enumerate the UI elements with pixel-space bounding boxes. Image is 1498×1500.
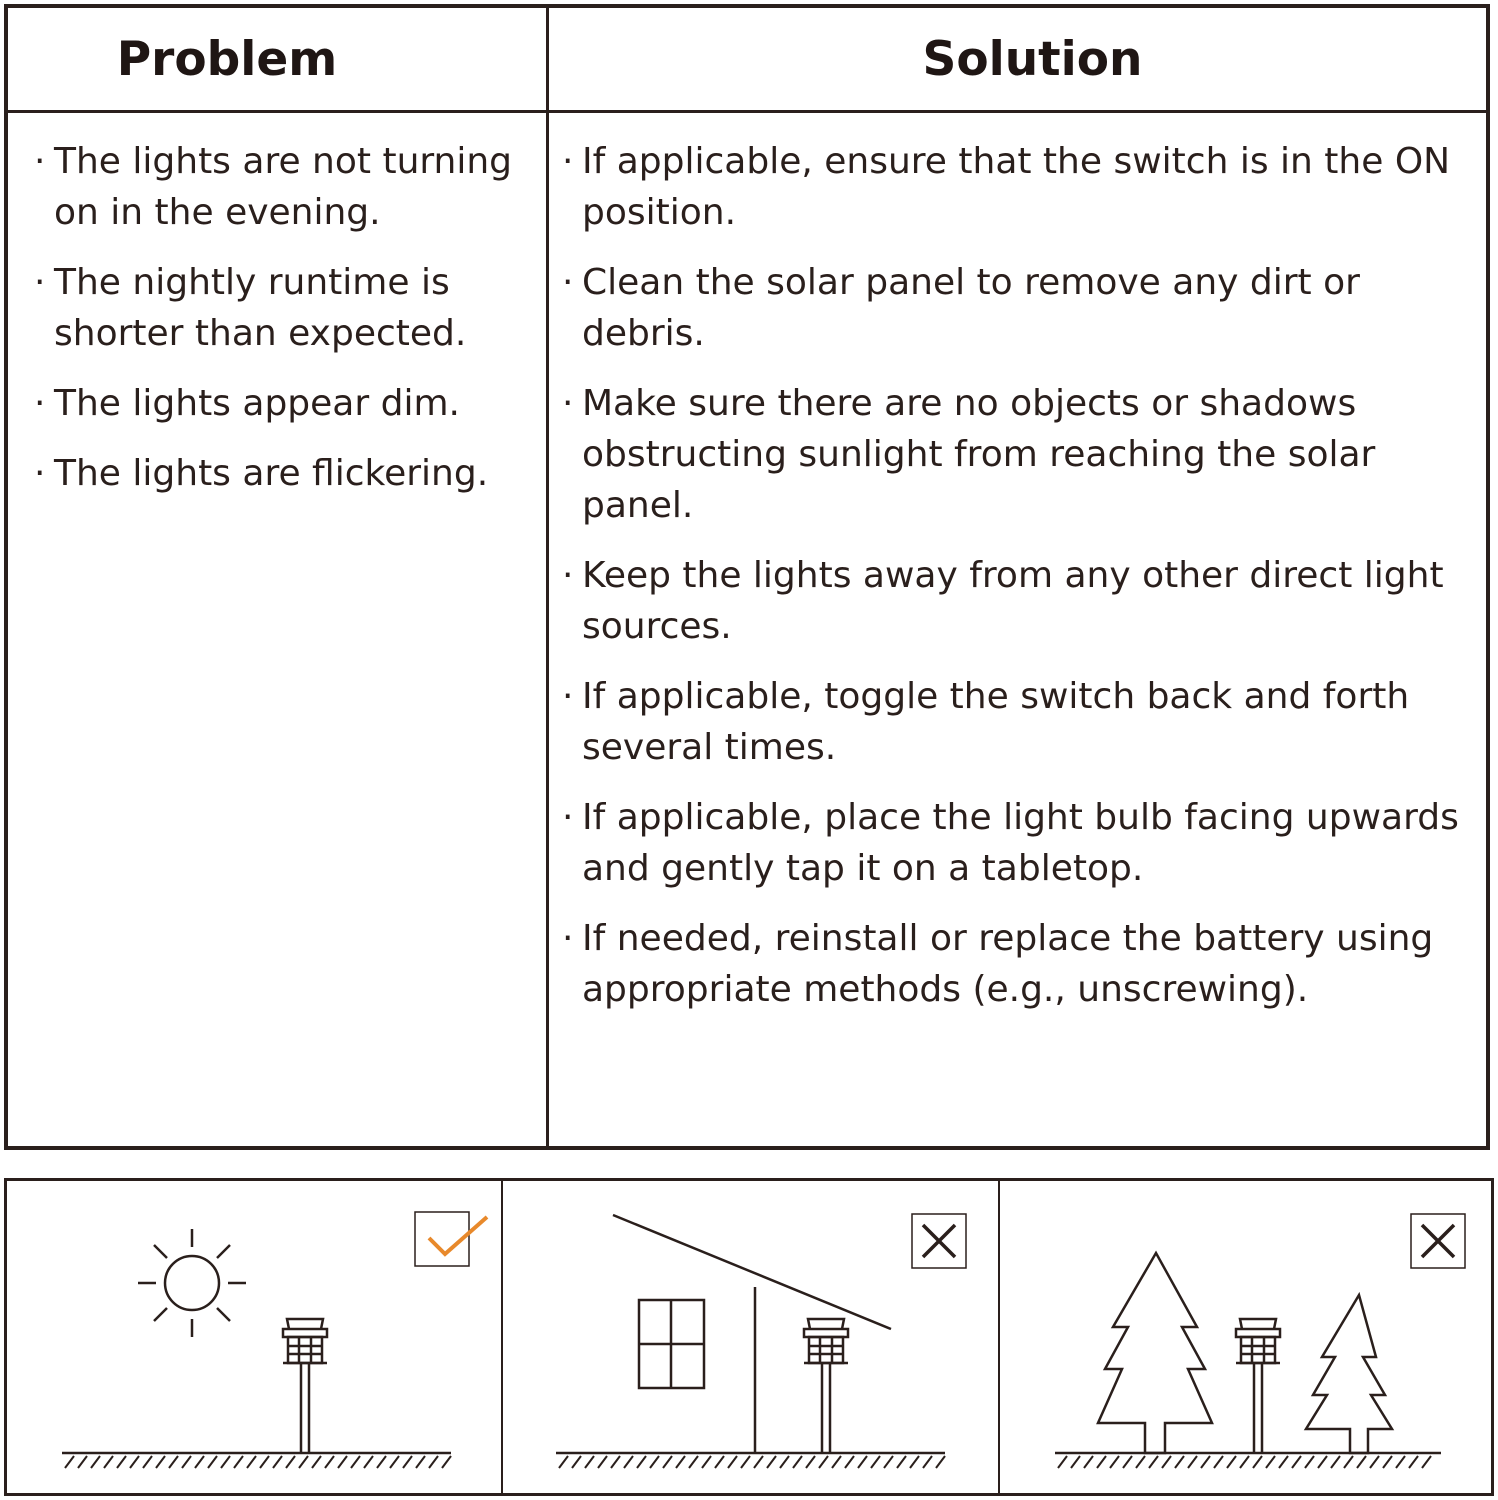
- solar-light-icon: [804, 1319, 848, 1453]
- solution-list: [564, 136, 1484, 1034]
- sun-icon: [138, 1229, 246, 1337]
- panel-sunlight: [7, 1181, 501, 1493]
- header-divider: [8, 110, 1486, 113]
- ground-icon: [556, 1453, 945, 1468]
- problem-item: · The lights are not turning on in the evening.: [36, 136, 536, 238]
- house-roof-icon: [613, 1215, 891, 1453]
- solution-item: · If needed, reinstall or replace the battery using appropriate methods (e.g., unscrewing).: [564, 913, 1484, 1015]
- solar-light-icon: [1236, 1319, 1280, 1453]
- problem-item: · The nightly runtime is shorter than expected.: [36, 257, 536, 359]
- solution-item: · Make sure there are no objects or shadows obstructing sunlight from reaching the solar panel.: [564, 378, 1484, 531]
- cross-icon: [1411, 1214, 1465, 1268]
- solution-item: · If applicable, toggle the switch back and forth several times.: [564, 671, 1484, 773]
- panel-shade-trees: [1000, 1181, 1491, 1493]
- solar-light-icon: [283, 1319, 327, 1453]
- problem-list: [36, 136, 536, 518]
- problem-item: · The lights are flickering.: [36, 448, 536, 499]
- column-divider: [546, 8, 549, 1146]
- solution-header: Solution: [922, 31, 1143, 87]
- cross-icon: [912, 1214, 966, 1268]
- check-icon: [415, 1212, 487, 1266]
- placement-illustrations: [4, 1178, 1494, 1496]
- ground-icon: [62, 1453, 451, 1468]
- ground-icon: [1055, 1453, 1441, 1468]
- panel-shade-roof: [503, 1181, 998, 1493]
- solution-item: · If applicable, ensure that the switch is in the ON position.: [564, 136, 1484, 238]
- solution-item: · If applicable, place the light bulb facing upwards and gently tap it on a tabletop.: [564, 792, 1484, 894]
- solution-item: · Clean the solar panel to remove any dirt or debris.: [564, 257, 1484, 359]
- solution-item: · Keep the lights away from any other direct light sources.: [564, 550, 1484, 652]
- troubleshooting-table: [4, 4, 1490, 1150]
- problem-header: Problem: [116, 31, 338, 87]
- problem-item: · The lights appear dim.: [36, 378, 536, 429]
